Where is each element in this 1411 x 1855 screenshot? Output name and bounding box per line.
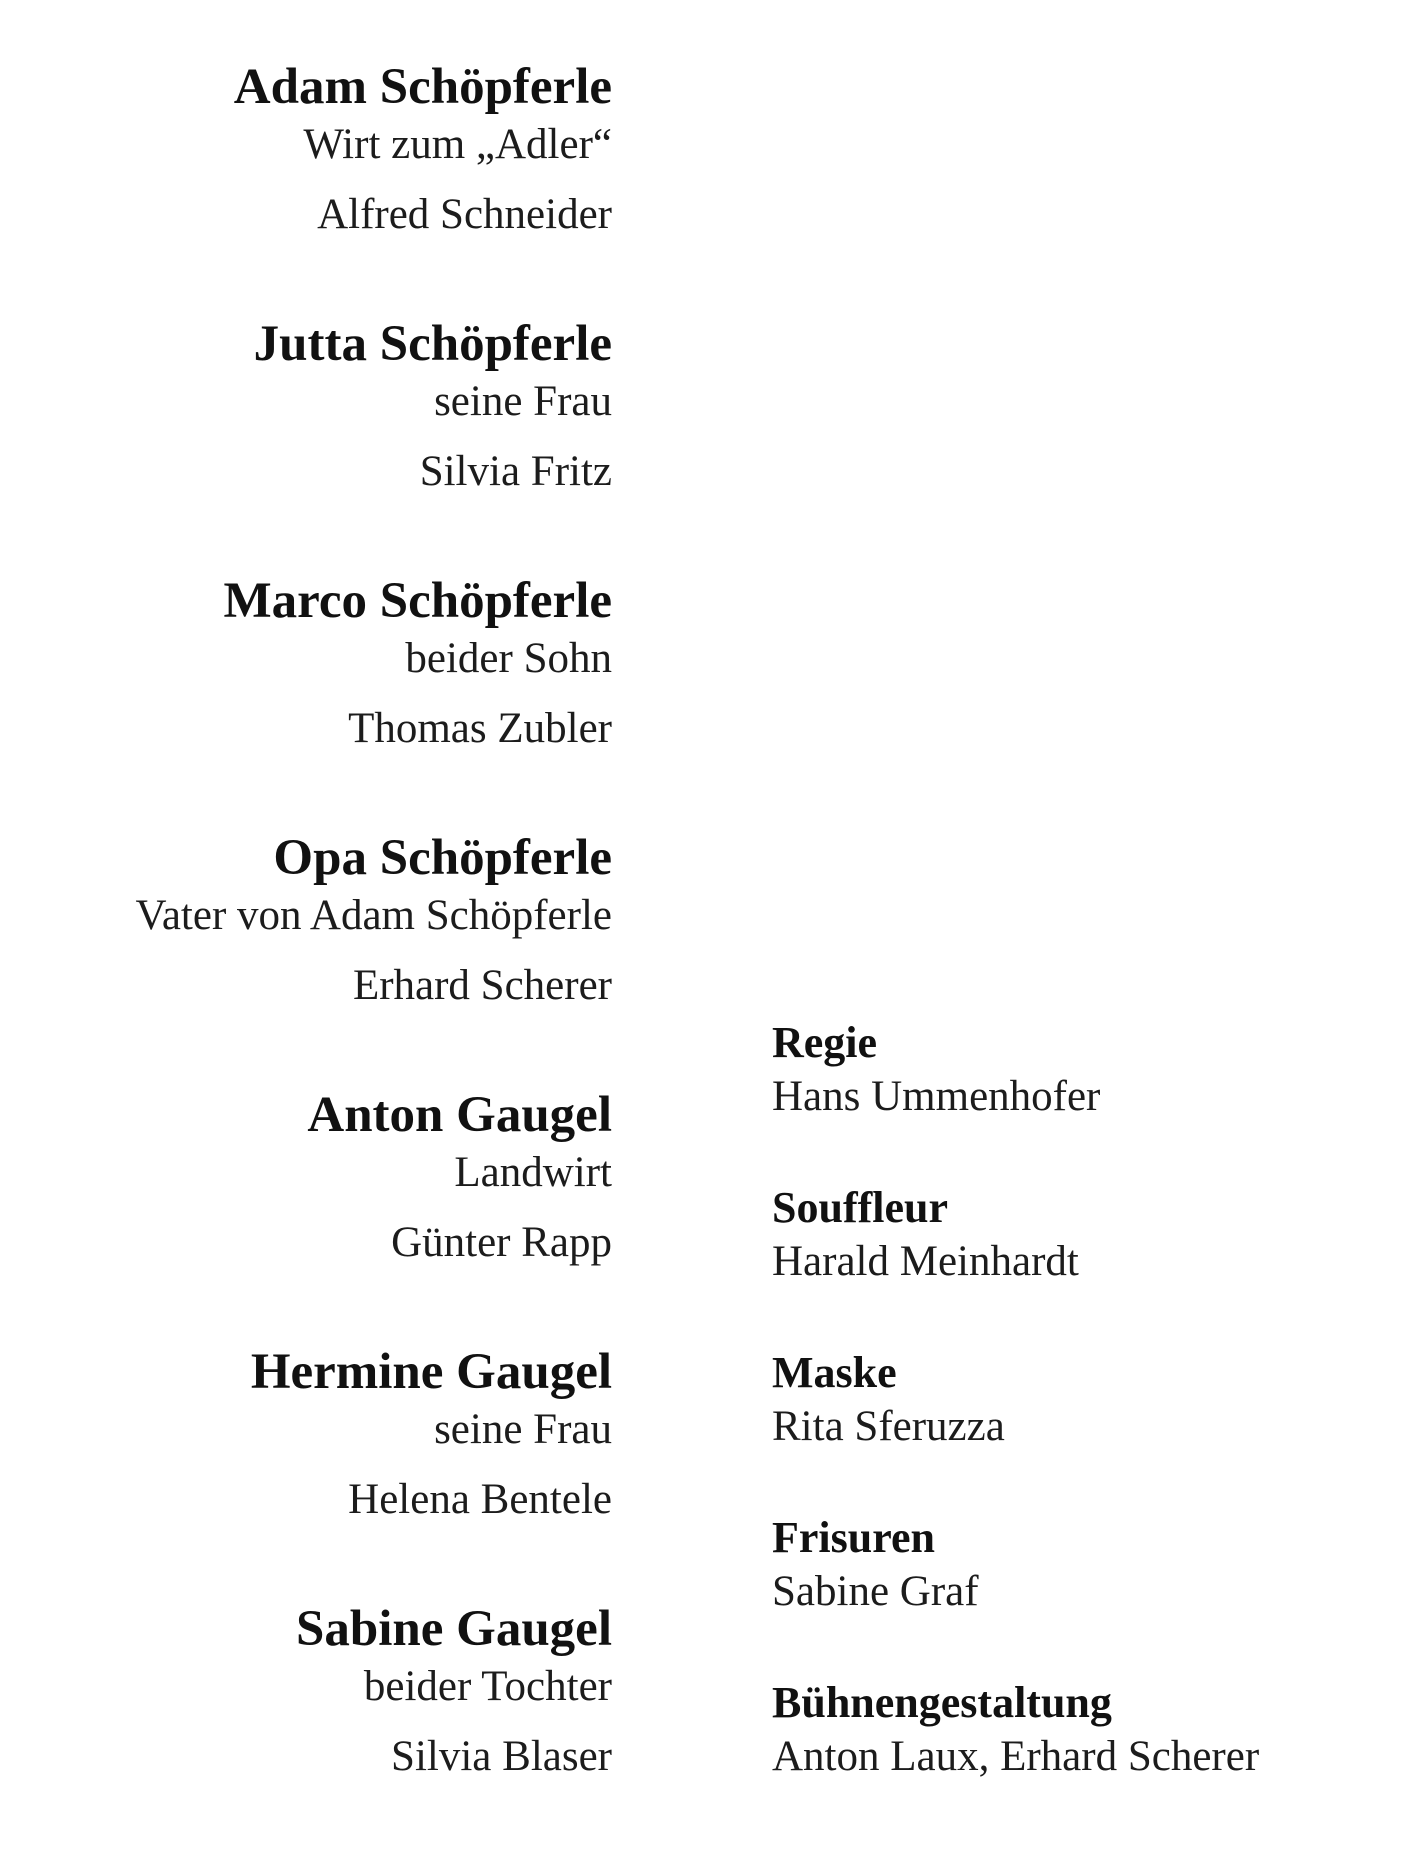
- role-name: Marco Schöpferle: [223, 573, 612, 629]
- role-name: Adam Schöpferle: [233, 59, 612, 115]
- crew-entry-souffleur: [772, 1181, 1392, 1346]
- role-description: seine Frau: [434, 378, 612, 425]
- cast-entry-marco: [0, 570, 612, 827]
- role-description: beider Sohn: [405, 635, 612, 682]
- cast-list: [0, 56, 612, 1855]
- crew-title: Bühnengestaltung: [772, 1678, 1112, 1727]
- role-name: Anton Gaugel: [307, 1087, 612, 1143]
- role-actor: Erhard Scherer: [352, 962, 612, 1009]
- cast-entry-adam: [0, 56, 612, 313]
- role-description: beider Tochter: [363, 1663, 612, 1710]
- role-description: Landwirt: [454, 1149, 612, 1196]
- cast-entry-anton: [0, 1084, 612, 1341]
- role-description: seine Frau: [434, 1406, 612, 1453]
- cast-entry-jutta: [0, 313, 612, 570]
- crew-person: Hans Ummenhofer: [772, 1073, 1101, 1120]
- crew-title: Regie: [772, 1018, 878, 1067]
- role-name: Opa Schöpferle: [273, 830, 612, 886]
- cast-entry-sabine: [0, 1598, 612, 1855]
- role-actor: Thomas Zubler: [348, 705, 612, 752]
- crew-entry-frisuren: [772, 1511, 1392, 1676]
- crew-title: Frisuren: [772, 1513, 935, 1562]
- role-actor: Silvia Fritz: [419, 448, 612, 495]
- role-actor: Helena Bentele: [348, 1476, 612, 1523]
- crew-person: Harald Meinhardt: [772, 1238, 1079, 1285]
- cast-entry-opa: [0, 827, 612, 1084]
- crew-title: Maske: [772, 1348, 897, 1397]
- crew-person: Sabine Graf: [772, 1568, 979, 1615]
- role-name: Hermine Gaugel: [250, 1344, 612, 1400]
- crew-person: Rita Sferuzza: [772, 1403, 1005, 1450]
- role-actor: Silvia Blaser: [391, 1733, 612, 1780]
- role-description: Wirt zum „Adler“: [303, 121, 612, 168]
- crew-list: [772, 1016, 1392, 1841]
- crew-title: Souffleur: [772, 1183, 948, 1232]
- crew-entry-buehnengestaltung: [772, 1676, 1392, 1841]
- role-name: Jutta Schöpferle: [253, 316, 612, 372]
- crew-entry-maske: [772, 1346, 1392, 1511]
- role-actor: Günter Rapp: [391, 1219, 612, 1266]
- cast-entry-hermine: [0, 1341, 612, 1598]
- role-actor: Alfred Schneider: [317, 191, 612, 238]
- crew-entry-regie: [772, 1016, 1392, 1181]
- role-name: Sabine Gaugel: [296, 1601, 612, 1657]
- role-description: Vater von Adam Schöpferle: [135, 892, 612, 939]
- crew-person: Anton Laux, Erhard Scherer: [772, 1733, 1260, 1780]
